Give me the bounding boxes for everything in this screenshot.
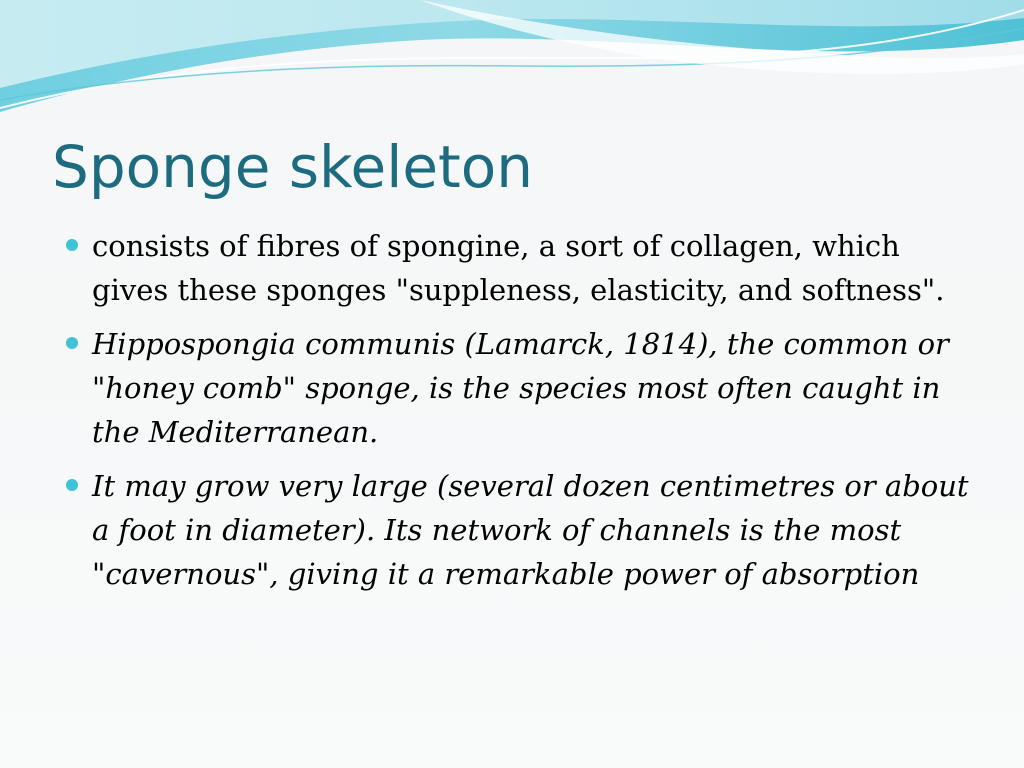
header-wave-decoration — [0, 0, 1024, 140]
slide-title: Sponge skeleton — [52, 133, 534, 201]
bullet-text: Hippospongia communis (Lamarck, 1814), the common or "honey comb" sponge, is the species most often caught in the Mediterranean. — [92, 327, 949, 449]
bullet-item — [62, 464, 972, 596]
bullet-dot-icon — [66, 239, 78, 251]
bullet-dot-icon — [66, 479, 78, 491]
bullet-item — [62, 224, 972, 312]
bullet-text: It may grow very large (several dozen centimetres or about a foot in diameter). Its network of channels is the most "cavernous", giving it a remarkable power of absorption — [92, 469, 969, 591]
bullet-dot-icon — [66, 337, 78, 349]
bullet-list — [62, 224, 972, 606]
bullet-text: consists of fibres of spongine, a sort of collagen, which gives these sponges "suppleness, elasticity, and softness". — [92, 229, 945, 307]
bullet-item — [62, 322, 972, 454]
